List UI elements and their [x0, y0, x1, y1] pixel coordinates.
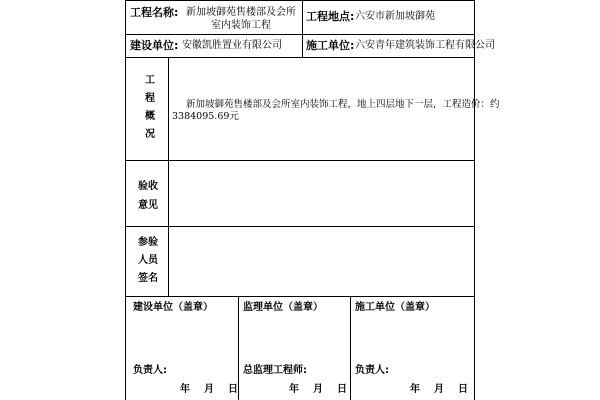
contractor-person-label: 负责人:	[355, 365, 389, 376]
participants-label-line: 人员	[138, 255, 158, 266]
row-divider-5	[125, 296, 475, 297]
contractor-date-month: 月	[434, 384, 444, 395]
project-location-label: 工程地点:	[306, 10, 355, 23]
participants-label	[135, 234, 161, 288]
row-divider-2	[125, 57, 475, 58]
acceptance-label	[135, 177, 161, 215]
border-left	[125, 0, 126, 400]
acceptance-label-line: 意见	[138, 200, 158, 211]
row-divider-3	[125, 160, 475, 161]
overview-label-char: 工	[145, 75, 155, 86]
label-col-divider	[168, 57, 169, 296]
project-name-label: 工程名称:	[130, 6, 179, 19]
supervisor-date-day: 日	[337, 384, 347, 395]
client-person-label: 负责人:	[133, 365, 167, 376]
overview-text-line2: 3384095.69元	[172, 111, 239, 122]
overview-label	[140, 72, 160, 144]
client-unit-stamp: 建设单位（盖章）	[133, 302, 213, 313]
client-label: 建设单位:	[130, 39, 179, 52]
contractor-date-year: 年	[410, 384, 420, 395]
supervisor-date-year: 年	[289, 384, 299, 395]
overview-text-line1: 新加坡御苑售楼部及会所室内装饰工程，地上四层地下一层，工程造价：约	[186, 99, 500, 110]
client-date-day: 日	[228, 384, 238, 395]
border-top	[125, 0, 475, 1]
participants-label-line: 参验	[138, 237, 158, 248]
row-divider-4	[125, 226, 475, 227]
sign-col-divider-2	[350, 296, 351, 400]
supervisor-unit-stamp: 监理单位（盖章）	[243, 302, 323, 313]
participants-label-line: 签名	[138, 273, 158, 284]
sign-col-divider-1	[238, 296, 239, 400]
row-divider-1	[125, 34, 475, 35]
client-date-month: 月	[204, 384, 214, 395]
client-date-year: 年	[180, 384, 190, 395]
project-name-value: 新加坡御苑售楼部及会所室内装饰工程	[186, 7, 296, 31]
header-col-divider	[302, 0, 303, 57]
overview-label-char: 况	[145, 129, 155, 140]
acceptance-label-line: 验收	[138, 181, 158, 192]
border-right	[474, 0, 475, 400]
contractor-unit-stamp: 施工单位（盖章）	[355, 302, 435, 313]
project-location-value: 六安市新加坡御苑	[355, 11, 435, 22]
client-value: 安徽凯胜置业有限公司	[182, 40, 282, 51]
overview-label-char: 程	[145, 93, 155, 104]
overview-label-char: 概	[145, 111, 155, 122]
contractor-label: 施工单位:	[306, 39, 355, 52]
supervisor-date-month: 月	[313, 384, 323, 395]
contractor-date-day: 日	[458, 384, 468, 395]
supervisor-person-label: 总监理工程师:	[243, 365, 307, 376]
contractor-value: 六安青年建筑装饰工程有限公司	[355, 40, 495, 51]
